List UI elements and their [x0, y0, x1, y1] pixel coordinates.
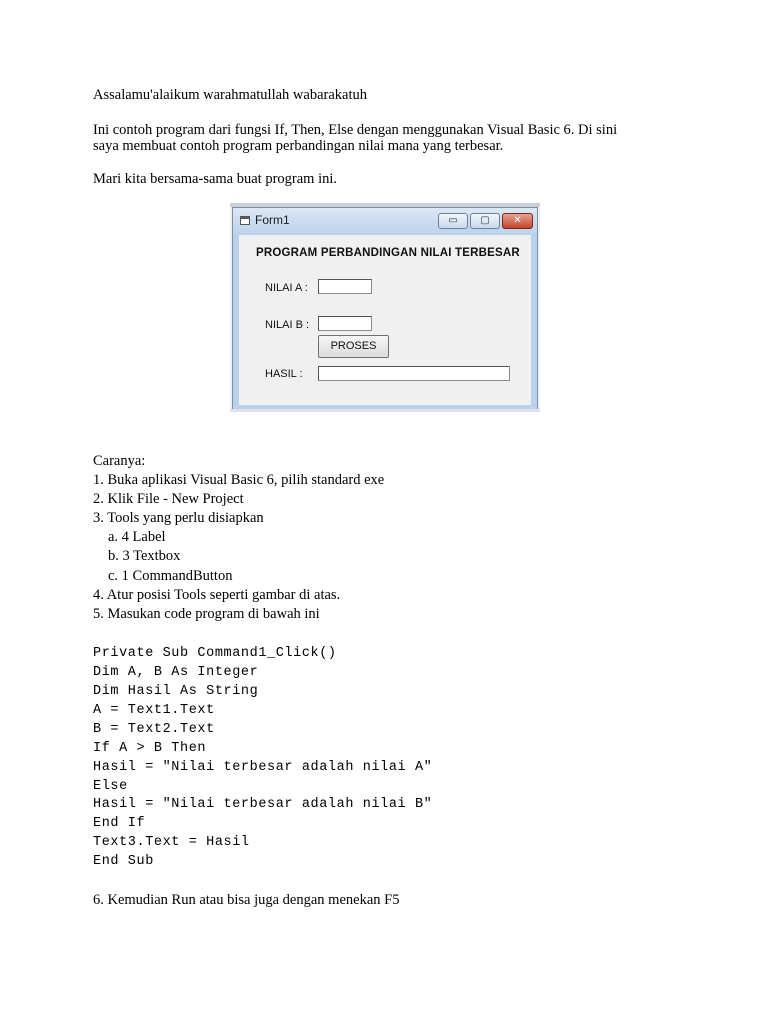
code-line: Text3.Text = Hasil	[93, 835, 250, 850]
code-line: B = Text2.Text	[93, 722, 215, 737]
step-3: 3. Tools yang perlu disiapkan	[93, 510, 264, 526]
code-line: If A > B Then	[93, 741, 207, 756]
code-line: Dim A, B As Integer	[93, 665, 259, 680]
textbox-hasil[interactable]	[318, 366, 510, 381]
maximize-button[interactable]: ▢	[470, 213, 500, 229]
intro-paragraph-2: Mari kita bersama-sama buat program ini.	[93, 171, 338, 187]
form-window-icon	[240, 216, 250, 225]
textbox-nilai-a[interactable]	[318, 279, 372, 294]
form1-window	[232, 207, 538, 410]
code-line: Hasil = "Nilai terbesar adalah nilai A"	[93, 760, 433, 775]
code-line: Else	[93, 779, 128, 794]
greeting: Assalamu'alaikum warahmatullah wabarakatuh	[93, 87, 367, 103]
form-heading-label: PROGRAM PERBANDINGAN NILAI TERBESAR	[256, 247, 520, 259]
step-6: 6. Kemudian Run atau bisa juga dengan menekan F5	[93, 892, 400, 908]
steps-heading: Caranya:	[93, 453, 146, 469]
step-1: 1. Buka aplikasi Visual Basic 6, pilih standard exe	[93, 472, 385, 488]
form-screenshot	[230, 203, 540, 412]
minimize-button[interactable]: ▭	[438, 213, 468, 229]
step-4: 4. Atur posisi Tools seperti gambar di atas.	[93, 587, 341, 603]
code-line: End If	[93, 816, 146, 831]
proses-button[interactable]: PROSES	[318, 335, 389, 358]
code-line: A = Text1.Text	[93, 703, 215, 718]
label-hasil: HASIL :	[265, 368, 303, 380]
form-client-area	[239, 235, 531, 405]
code-line: End Sub	[93, 854, 154, 869]
code-line: Hasil = "Nilai terbesar adalah nilai B"	[93, 797, 433, 812]
textbox-nilai-b[interactable]	[318, 316, 372, 331]
step-3b: b. 3 Textbox	[108, 548, 181, 564]
window-titlebar[interactable]	[233, 208, 537, 235]
step-3a: a. 4 Label	[108, 529, 166, 545]
step-2: 2. Klik File - New Project	[93, 491, 244, 507]
step-5: 5. Masukan code program di bawah ini	[93, 606, 320, 622]
intro-paragraph-line-2: saya membuat contoh program perbandingan nilai mana yang terbesar.	[93, 138, 504, 154]
code-line: Private Sub Command1_Click()	[93, 646, 337, 661]
code-line: Dim Hasil As String	[93, 684, 259, 699]
step-3c: c. 1 CommandButton	[108, 568, 233, 584]
label-nilai-b: NILAI B :	[265, 319, 310, 331]
close-button[interactable]: ✕	[502, 213, 533, 229]
label-nilai-a: NILAI A :	[265, 282, 308, 294]
window-title: Form1	[255, 213, 290, 227]
screenshot-edge-bottom	[230, 409, 540, 412]
intro-paragraph-line-1: Ini contoh program dari fungsi If, Then, Else dengan menggunakan Visual Basic 6. Di sini	[93, 122, 618, 138]
